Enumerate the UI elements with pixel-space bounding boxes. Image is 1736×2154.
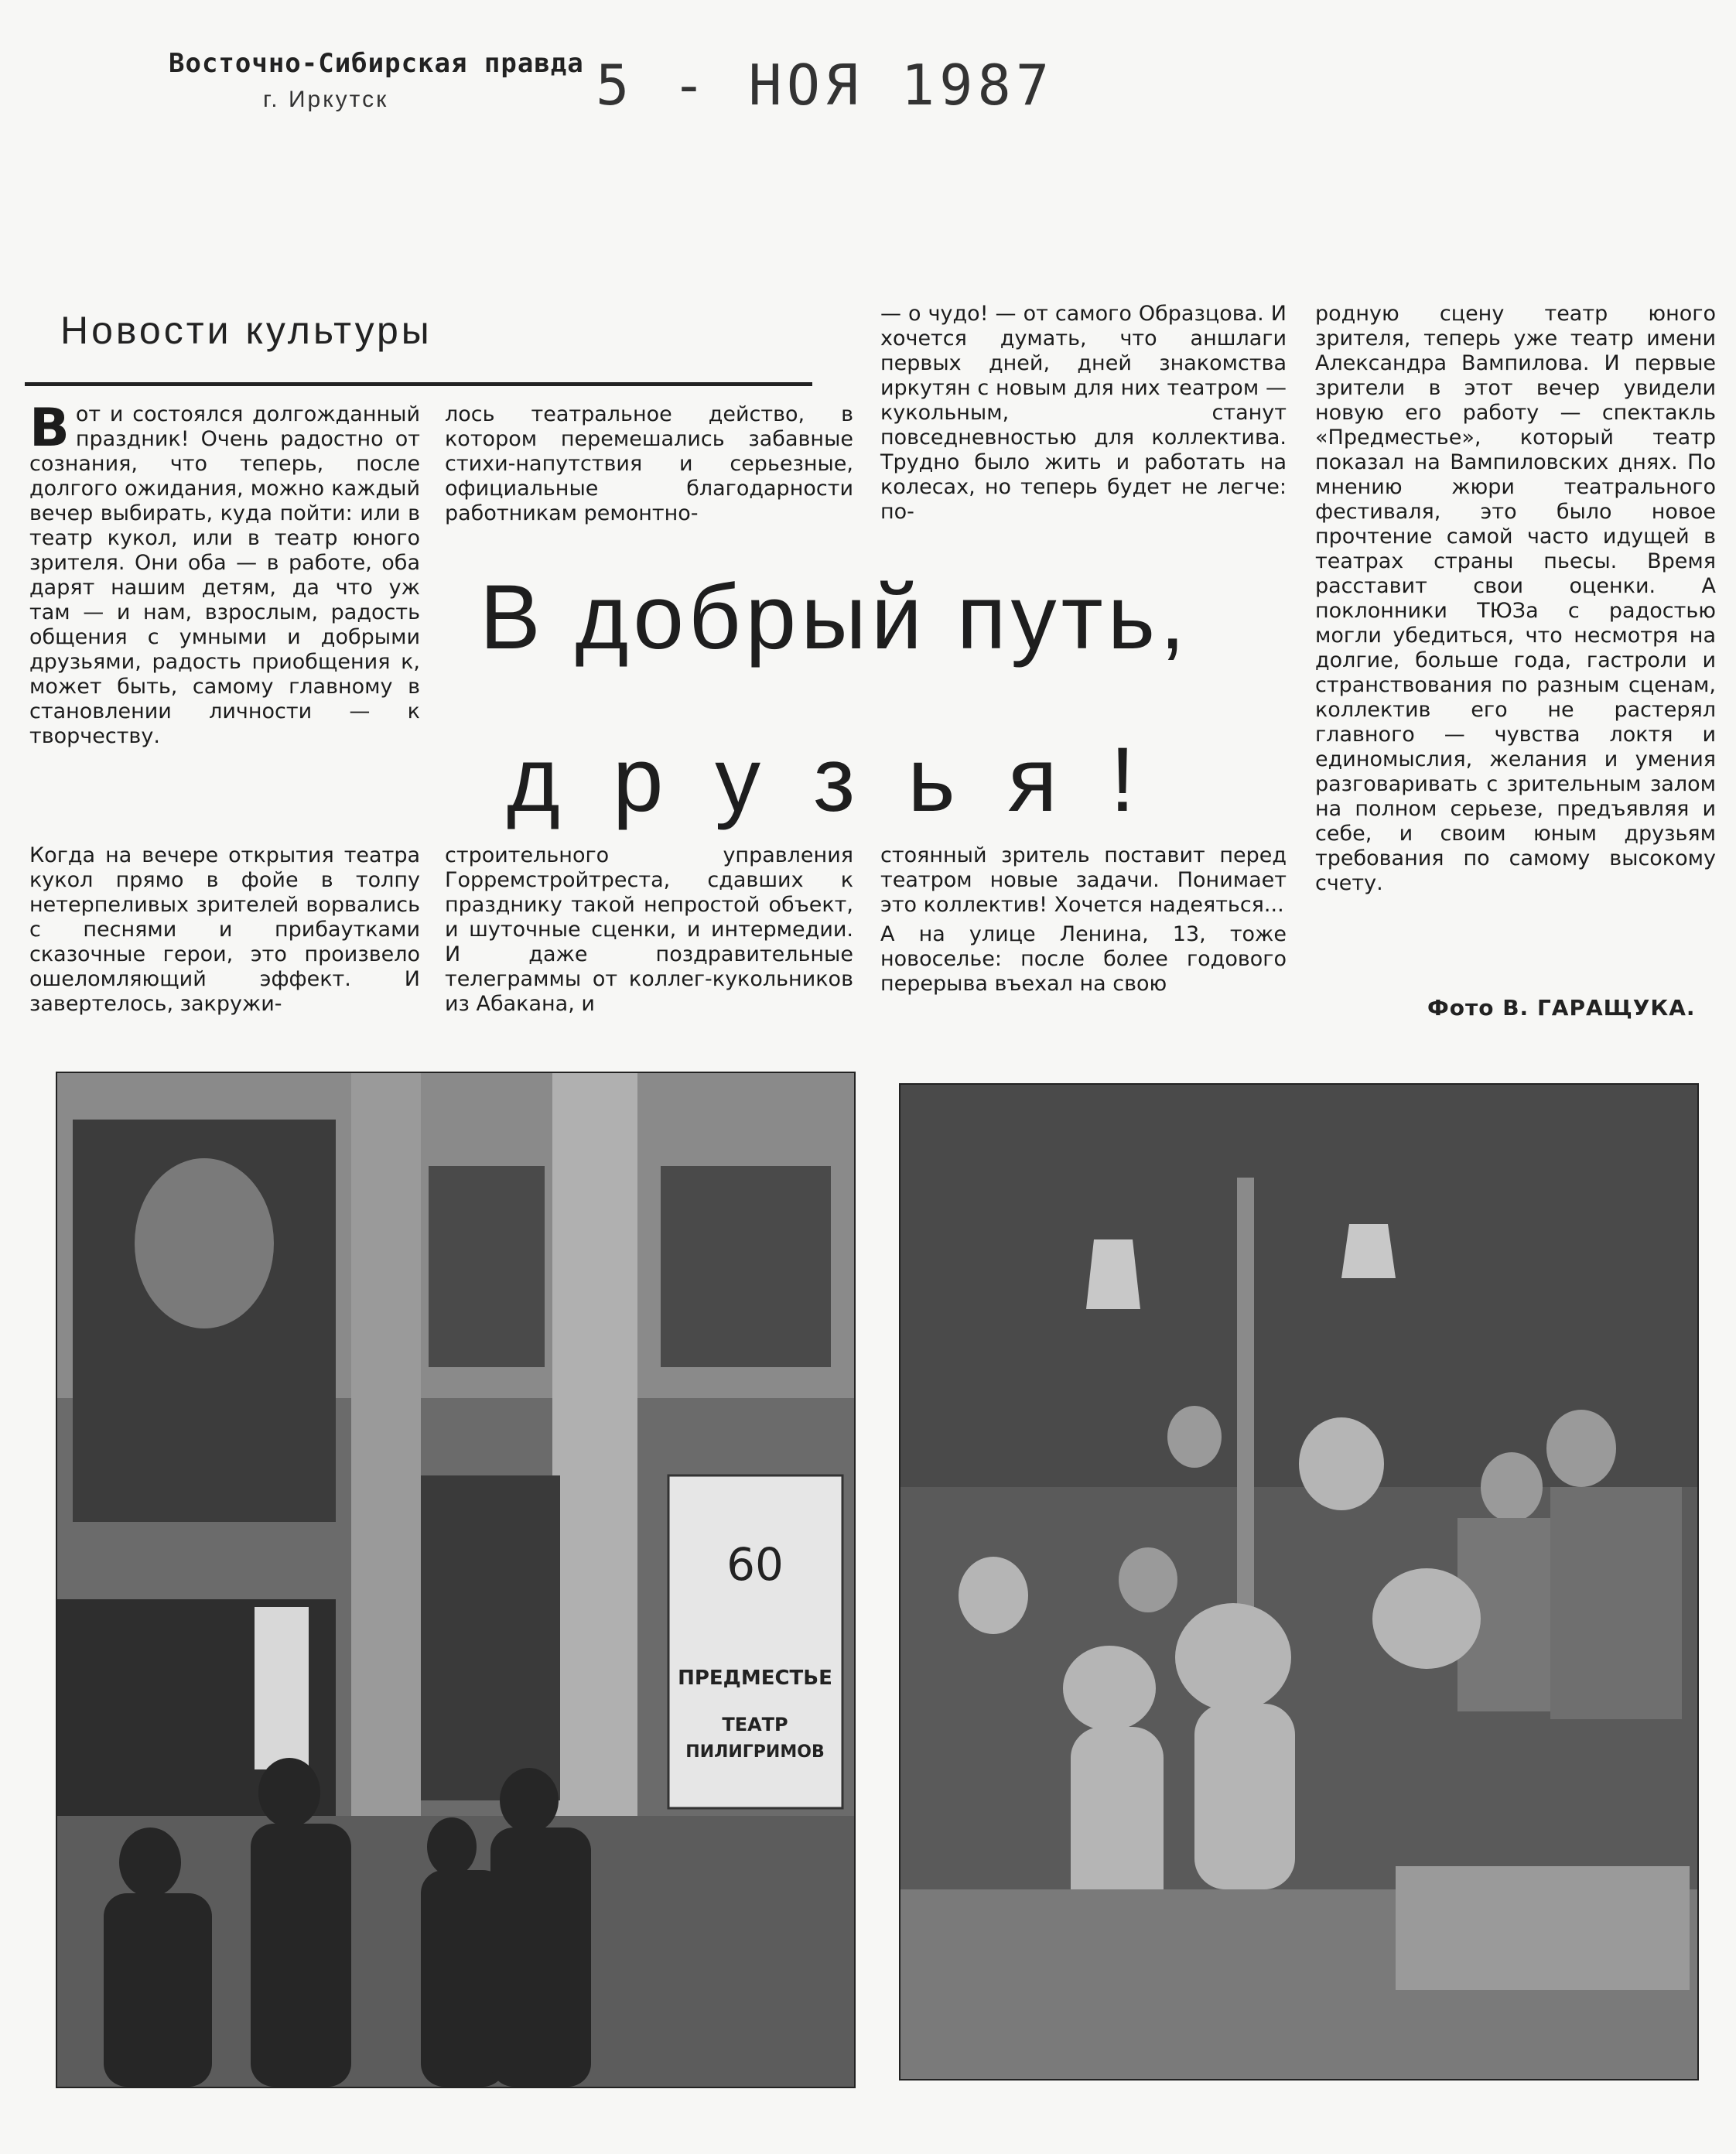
photo-puppet-theatre-troupe-image: [900, 1085, 1697, 2079]
paragraph: — о чудо! — от самого Образцова. И хочется думать, что аншлаги первых дней, дней знакомства иркутян с новым для них театром — кукольным, станут повседневностью для коллектива. Трудно было жить и работать на колесах, но теперь будет не легче: по-: [880, 302, 1287, 524]
rubric-title: Новости культуры: [60, 309, 432, 352]
photo-puppet-theatre-troupe: [899, 1083, 1699, 2080]
article-column-3-bottom: [880, 843, 1287, 997]
date-stamp: 5 - НОЯ 1987: [596, 53, 1054, 118]
drop-cap: В: [29, 398, 70, 459]
photo-theatre-facade: [56, 1072, 856, 2088]
photo-credit: Фото В. ГАРАЩУКА.: [1427, 995, 1696, 1021]
paragraph: А на улице Ленина, 13, тоже новоселье: после более годового перерыва въехал на свою: [880, 922, 1287, 996]
paragraph: строительного управления Горремстройтреста, сдавших к празднику такой непростой объект, и шуточные сценки, и интермедии. И даже поздравительные телеграммы от коллег-кукольников из Абакана, и: [445, 843, 853, 1016]
newspaper-name: Восточно-Сибирская правда: [169, 48, 584, 79]
paragraph: родную сцену театр юного зрителя, теперь уже театр имени Александра Вампилова. И первые зрители в этот вечер увидели новую его работу — спектакль «Предместье», который театр показал на Вампиловских днях. По мнению жюри театрального фестиваля, это было новое прочтение самой часто идущей в театрах страны пьесы. Время расставит свои оценки. А поклонники ТЮЗа с радостью могли убедиться, что несмотря на долгие, больше года, гастроли и странствования по разным сценам, коллектив его не растерял главного — чувства локтя и единомыслия, желания и умения разговаривать с зрительным залом на полном серьезе, предъявляя и себе, и своим юным друзьям требования по самому высокому счету.: [1315, 302, 1716, 895]
headline-line-1: В добрый путь,: [480, 566, 1190, 668]
article-column-2-bottom: [445, 843, 853, 1017]
photo-theatre-facade-image: [57, 1073, 854, 2087]
newspaper-city: г. Иркутск: [263, 87, 389, 112]
article-column-3-top: [880, 302, 1287, 525]
headline-line-2: друзья!: [507, 729, 1188, 831]
theatre-poster: [668, 1475, 842, 1808]
rubric-underline: [25, 382, 812, 386]
article-column-4: [1315, 302, 1716, 896]
article-column-2-top: [445, 402, 853, 526]
article-column-1-bottom: [29, 843, 420, 1017]
paragraph: стоянный зритель поставит перед театром новые задачи. Понимает это коллектив! Хочется надеяться...: [880, 843, 1287, 917]
poster-number: 60: [726, 1538, 784, 1591]
poster-line-2: ТЕАТР: [722, 1714, 788, 1735]
article-column-1-top: [29, 398, 420, 749]
poster-line-3: ПИЛИГРИМОВ: [685, 1742, 825, 1762]
poster-line-1: ПРЕДМЕСТЬЕ: [678, 1667, 832, 1690]
paragraph: лось театральное действо, в котором перемешались забавные стихи-напутствия и серьезные, официальные благодарности работникам ремонтно-: [445, 402, 853, 525]
paragraph: Когда на вечере открытия театра кукол прямо в фойе в толпу нетерпеливых зрителей ворвались с песнями и прибаутками сказочные герои, это произвело ошеломляющий эффект. И завертелось, закружи-: [29, 843, 420, 1016]
paragraph: от и состоялся долгожданный праздник! Очень радостно от сознания, что теперь, после долгого ожидания, можно каждый вечер выбирать, куда пойти: или в театр кукол, или в театр юного зрителя. Они оба — в работе, оба дарят нашим детям, да что уж там — и нам, взрослым, радость общения с умными и добрыми друзьями, радость приобщения к, может быть, самому главному в становлении личности — к творчеству.: [29, 402, 420, 748]
